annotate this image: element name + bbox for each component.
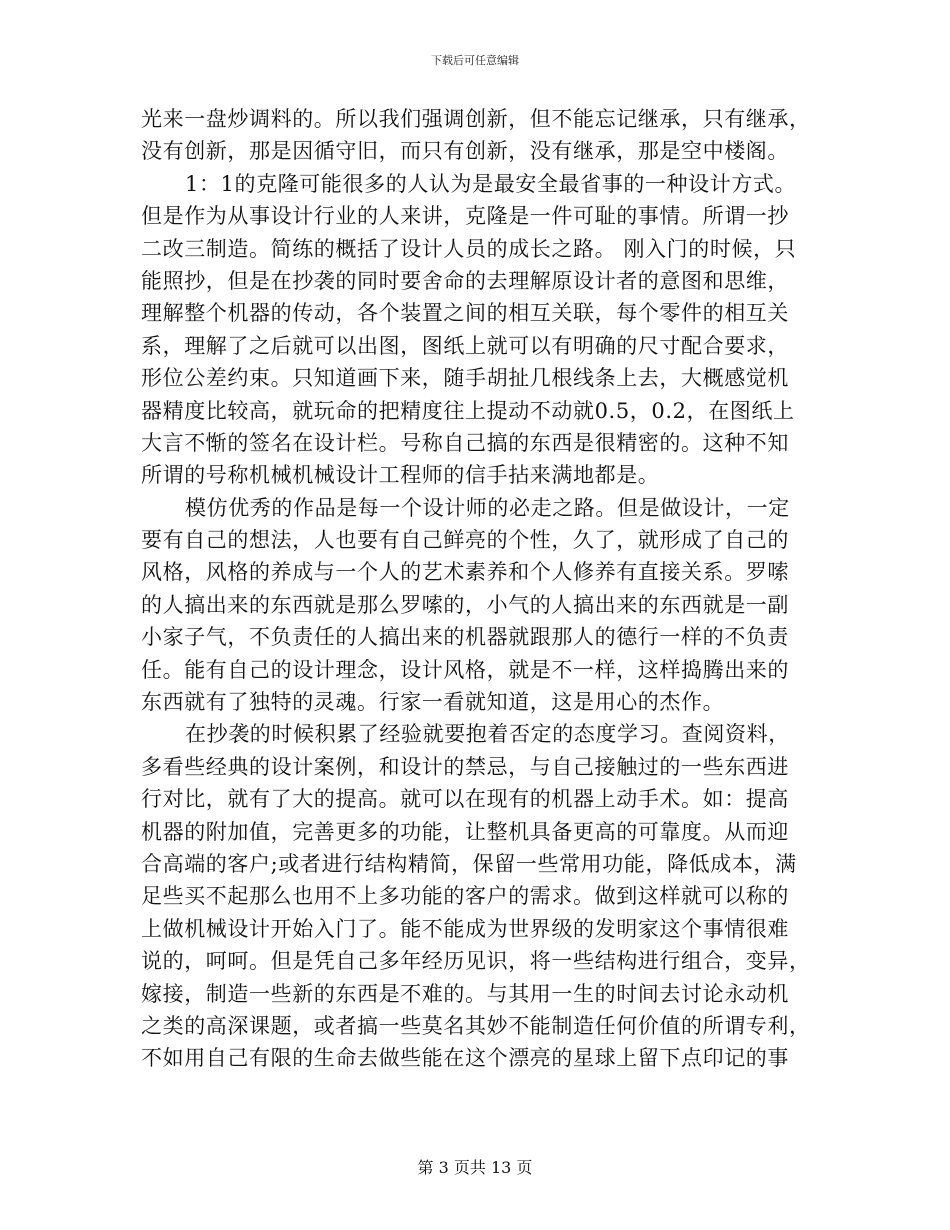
text-line: 大言不惭的签名在设计栏。号称自己搞的东西是很精密的。这种不知 bbox=[141, 430, 789, 455]
text-line: 系，理解了之后就可以出图，图纸上就可以有明确的尺寸配合要求， bbox=[141, 333, 789, 358]
page-header-note: 下载后可任意编辑 bbox=[431, 54, 519, 67]
text-line: 东西就有了独特的灵魂。行家一看就知道，这是用心的杰作。 bbox=[141, 690, 725, 715]
text-line: 器精度比较高，就玩命的把精度往上提动不动就0.5，0.2，在图纸上 bbox=[141, 398, 795, 423]
text-line: 小家子气，不负责任的人搞出来的机器就跟那人的德行一样的不负责 bbox=[141, 625, 789, 650]
text-line: 要有自己的想法，人也要有自己鲜亮的个性，久了，就形成了自己的 bbox=[141, 528, 789, 553]
text-line: 的人搞出来的东西就是那么罗嗦的，小气的人搞出来的东西就是一副 bbox=[141, 592, 789, 617]
text-line: 机器的附加值，完善更多的功能，让整机具备更高的可靠度。从而迎 bbox=[141, 819, 789, 844]
text-line: 没有创新，那是因循守旧，而只有创新，没有继承，那是空中楼阁。 bbox=[141, 139, 789, 164]
text-line: 合高端的客户;或者进行结构精简，保留一些常用功能，降低成本，满 bbox=[141, 851, 797, 876]
text-line: 理解整个机器的传动，各个装置之间的相互关联，每个零件的相互关 bbox=[141, 301, 789, 326]
document-body bbox=[141, 103, 809, 1075]
text-line: 上做机械设计开始入门了。能不能成为世界级的发明家这个事情很难 bbox=[141, 916, 789, 941]
paragraph-first-line: 在抄袭的时候积累了经验就要抱着否定的态度学习。查阅资料， bbox=[185, 722, 790, 747]
text-line: 之类的高深课题，或者搞一些莫名其妙不能制造任何价值的所谓专利， bbox=[141, 1013, 811, 1038]
text-line: 不如用自己有限的生命去做些能在这个漂亮的星球上留下点印记的事 bbox=[141, 1046, 789, 1071]
text-line: 形位公差约束。只知道画下来，随手胡扯几根线条上去，大概感觉机 bbox=[141, 366, 789, 391]
text-line: 任。能有自己的设计理念，设计风格，就是不一样，这样捣腾出来的 bbox=[141, 657, 789, 682]
text-line: 说的，呵呵。但是凭自己多年经历见识，将一些结构进行组合，变异， bbox=[141, 949, 811, 974]
text-line: 光来一盘炒调料的。所以我们强调创新，但不能忘记继承，只有继承， bbox=[141, 107, 811, 131]
text-line: 多看些经典的设计案例，和设计的禁忌，与自己接触过的一些东西进 bbox=[141, 754, 789, 779]
text-line: 二改三制造。简练的概括了设计人员的成长之路。 刚入门的时候，只 bbox=[141, 236, 797, 261]
text-line: 行对比，就有了大的提高。就可以在现有的机器上动手术。如：提高 bbox=[141, 787, 789, 812]
page-number-footer: 第 3 页共 13 页 bbox=[417, 1158, 533, 1177]
text-line: 足些买不起那么也用不上多功能的客户的需求。做到这样就可以称的 bbox=[141, 884, 789, 909]
text-line: 所谓的号称机械机械设计工程师的信手拈来满地都是。 bbox=[141, 463, 660, 488]
paragraph-first-line: 模仿优秀的作品是每一个设计师的必走之路。但是做设计，一定 bbox=[185, 495, 790, 520]
text-line: 风格，风格的养成与一个人的艺术素养和个人修养有直接关系。罗嗦 bbox=[141, 560, 789, 585]
text-line: 嫁接，制造一些新的东西是不难的。与其用一生的时间去讨论永动机 bbox=[141, 981, 789, 1006]
text-line: 能照抄，但是在抄袭的同时要舍命的去理解原设计者的意图和思维， bbox=[141, 268, 789, 293]
text-line: 但是作为从事设计行业的人来讲，克隆是一件可耻的事情。所谓一抄 bbox=[141, 204, 789, 229]
paragraph-first-line: 1：1的克隆可能很多的人认为是最安全最省事的一种设计方式。 bbox=[185, 171, 797, 196]
